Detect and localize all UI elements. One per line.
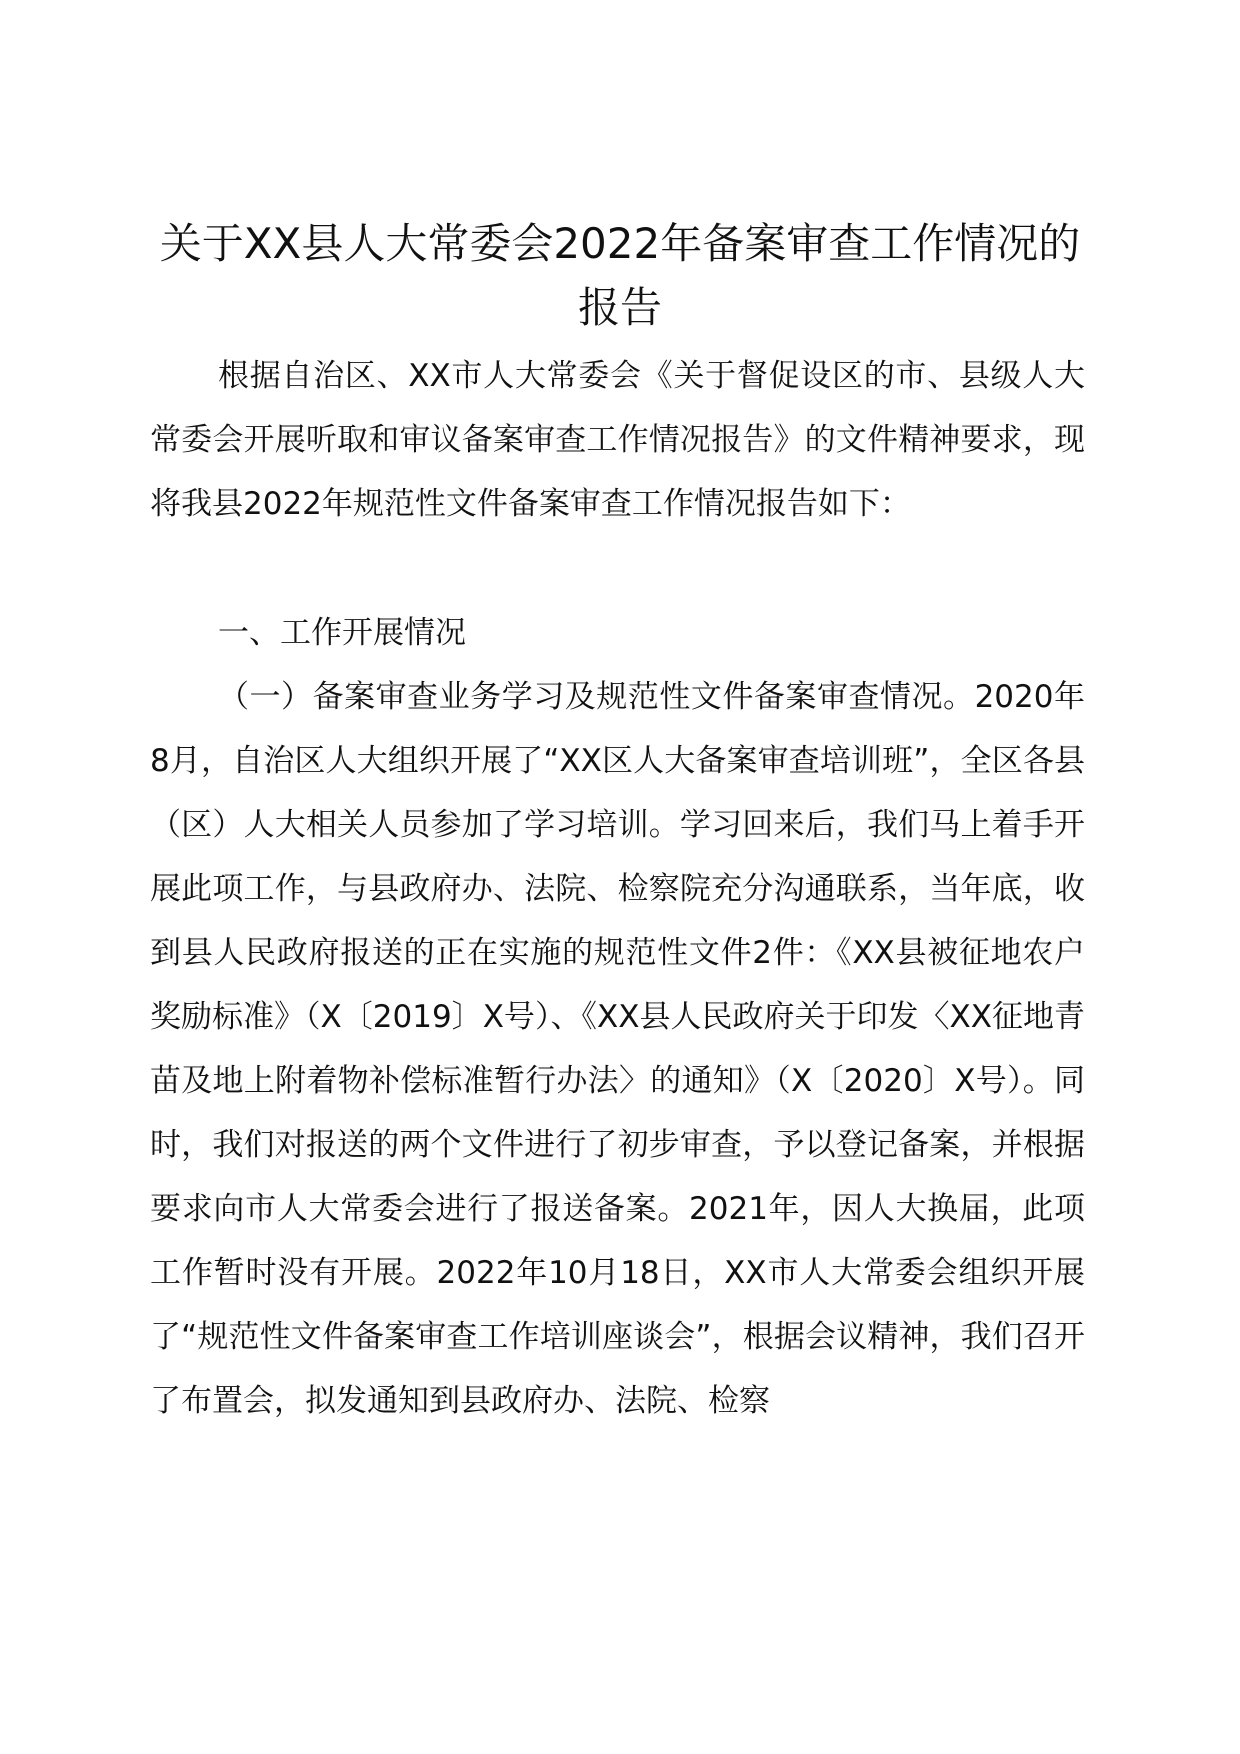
section-paragraph: （一）备案审查业务学习及规范性文件备案审查情况。2020年8月，自治区人大组织开展了“XX区人大备案审查培训班”，全区各县（区）人大相关人员参加了学习培训。学习回来后，我们马上着手开展此项工作，与县政府办、法院、检察院充分沟通联系，当年底，收到县人民政府报送的正在实施的规范性文件2件：《XX县被征地农户奖励标准》（X〔2019〕X号）、《XX县人民政府关于印发〈XX征地青苗及地上附着物补偿标准暂行办法〉的通知》（X〔2020〕X号）。同时，我们对报送的两个文件进行了初步审查，予以登记备案，并根据要求向市人大常委会进行了报送备案。2021年，因人大换届，此项工作暂时没有开展。2022年10月18日，XX市人大常委会组织开展了“规范性文件备案审查工作培训座谈会”，根据会议精神，我们召开了布置会，拟发通知到县政府办、法院、检察 (150, 679, 1085, 1419)
document-title: 关于XX县人大常委会2022年备案审查工作情况的报告 (159, 219, 1081, 332)
section-heading: 一、工作开展情况 (218, 615, 466, 651)
intro-paragraph: 根据自治区、XX市人大常委会《关于督促设区的市、县级人大常委会开展听取和审议备案审查工作情况报告》的文件精神要求，现将我县2022年规范性文件备案审查工作情况报告如下： (150, 358, 1085, 522)
